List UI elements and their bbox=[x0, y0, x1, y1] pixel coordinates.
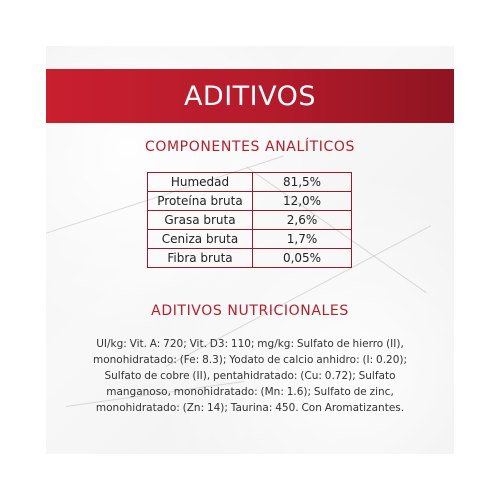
nutritional-additives-text: UI/kg: Vit. A: 720; Vit. D3: 110; mg/kg: Sulfato de hierro (II), monohidratado: (Fe: 8.3); Yodato de calcio anhidro: (I: 0.20); Sulfato de cobre (II), pentahidratado: (Cu: 0.72); Sulfato manganoso, monohidratado: (Mn: 1.6); Sulfato de zinc, monohidratado: (Zn: 14); Taurina: 450. Con Aromatizantes. bbox=[92, 338, 408, 414]
table-row bbox=[148, 211, 352, 230]
banner-title: ADITIVOS bbox=[183, 80, 317, 112]
table-row bbox=[148, 249, 352, 268]
component-value: 2,6% bbox=[253, 211, 352, 230]
marble-card bbox=[46, 46, 454, 454]
nutritional-additives-title: ADITIVOS NUTRICIONALES bbox=[151, 303, 349, 319]
component-value: 1,7% bbox=[253, 230, 352, 249]
table-row bbox=[148, 230, 352, 249]
component-label: Proteína bruta bbox=[148, 192, 253, 211]
component-label: Ceniza bruta bbox=[148, 230, 253, 249]
component-label: Humedad bbox=[148, 173, 253, 192]
table-row bbox=[148, 173, 352, 192]
component-label: Grasa bruta bbox=[148, 211, 253, 230]
component-value: 0,05% bbox=[253, 249, 352, 268]
analytic-components-title: COMPONENTES ANALÍTICOS bbox=[145, 139, 355, 155]
title-banner bbox=[46, 69, 454, 123]
component-label: Fibra bruta bbox=[148, 249, 253, 268]
component-value: 81,5% bbox=[253, 173, 352, 192]
table-row bbox=[148, 192, 352, 211]
component-value: 12,0% bbox=[253, 192, 352, 211]
analytic-components-table bbox=[147, 172, 352, 268]
